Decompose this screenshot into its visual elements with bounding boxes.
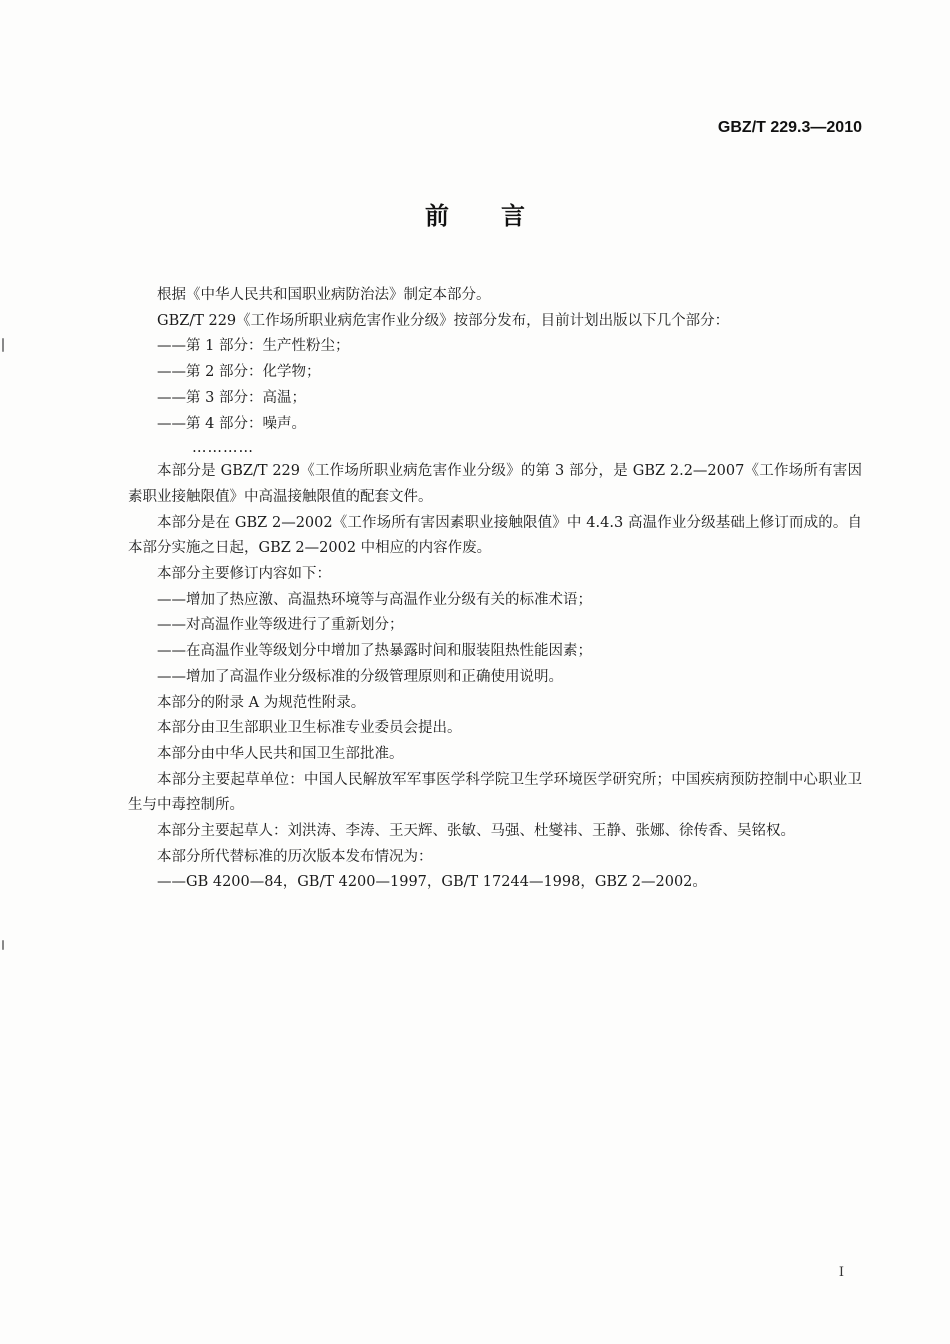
list-item: ——GB 4200—84，GB/T 4200—1997，GB/T 17244—1998，GBZ 2—2002。 [157,874,707,891]
paragraph: GBZ/T 229《工作场所职业病危害作业分级》按部分发布，目前计划出版以下几个部分： [157,312,730,329]
scan-artifact [2,338,4,352]
paragraph: 根据《中华人民共和国职业病防治法》制定本部分。 [157,287,491,303]
page-number: I [838,1265,844,1280]
paragraph: 本部分所代替标准的历次版本发布情况为： [157,848,433,865]
paragraph: 本部分主要修订内容如下： [157,566,331,583]
standard-code: GBZ/T 229.3—2010 [717,119,862,136]
list-item: ——对高温作业等级进行了重新划分； [157,617,404,634]
list-item: ——在高温作业等级划分中增加了热暴露时间和服装阻热性能因素； [157,643,592,660]
list-item: ——第 1 部分：生产性粉尘； [157,338,350,355]
paragraph: 本部分主要起草单位：中国人民解放军军事医学科学院卫生学环境医学研究所；中国疾病预防控制中心职业卫生与中毒控制所。 [128,771,862,814]
list-item: ——第 3 部分：高温； [157,389,306,406]
paragraph: 本部分是 GBZ/T 229《工作场所职业病危害作业分级》的第 3 部分，是 GBZ 2.2—2007《工作场所有害因素职业接触限值》中高温接触限值的配套文件。 [128,463,862,505]
ellipsis: ………… [192,440,254,457]
page-title: 前言 [425,202,577,230]
list-item: ——第 2 部分：化学物； [157,364,321,381]
paragraph: 本部分的附录 A 为规范性附录。 [157,694,366,711]
paragraph: 本部分由中华人民共和国卫生部批准。 [157,745,404,762]
paragraph: 本部分主要起草人：刘洪涛、李涛、王天辉、张敏、马强、杜燮祎、王静、张娜、徐传香、吴铭权。 [157,823,795,840]
list-item: ——增加了高温作业分级标准的分级管理原则和正确使用说明。 [157,668,563,685]
paragraph: 本部分是在 GBZ 2—2002《工作场所有害因素职业接触限值》中 4.4.3 高温作业分级基础上修订而成的。自本部分实施之日起，GBZ 2—2002 中相应的内容作废。 [128,514,862,557]
list-item: ——增加了热应激、高温热环境等与高温作业分级有关的标准术语； [157,591,592,608]
scan-artifact [2,940,4,950]
list-item: ——第 4 部分：噪声。 [157,415,306,432]
paragraph: 本部分由卫生部职业卫生标准专业委员会提出。 [157,720,462,737]
foreword-body [128,283,862,896]
